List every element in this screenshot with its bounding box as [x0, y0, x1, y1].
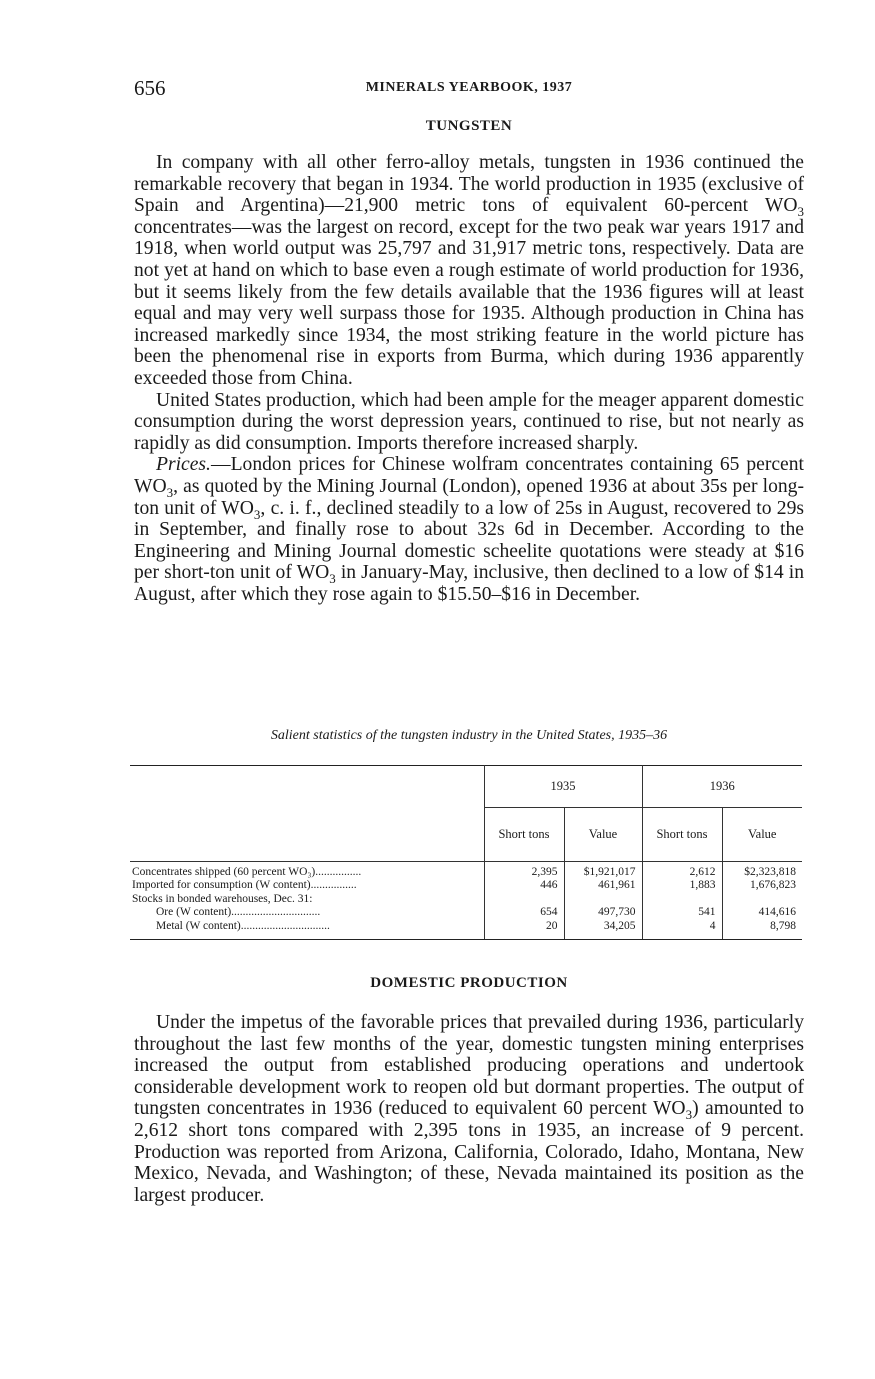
domestic-production-text [134, 1012, 804, 1206]
year-header-1936: 1936 [642, 766, 802, 808]
domestic-production-title: DOMESTIC PRODUCTION [370, 975, 568, 991]
col-header-short-tons-1935: Short tons [484, 808, 564, 862]
paragraph-domestic-production: Under the impetus of the favorable prices that prevailed during 1936, particularly throughout the last few months of the year, domestic tungsten mining enterprises increased the output from established producing operations and undertook considerable development work to reopen old but dormant properties. The output of tungsten concentrates in 1936 (reduced to equivalent 60 percent $WO_3$) amounted to 2,612 short tons compared with 2,395 tons in 1935, an increase of 9 percent. Production was reported from Arizona, California, Colorado, Idaho, Montana, New Mexico, Nevada, and Washington; of these, Nevada maintained its position as the largest producer. [134, 1012, 804, 1206]
table-row: Concentrates shipped (60 percent WO₃)................ 2,395 $1,921,017 2,612 $2,323,818 [130, 866, 802, 880]
table-stub-header [130, 766, 484, 862]
year-header-1935: 1935 [484, 766, 642, 808]
salient-statistics-table [130, 765, 802, 940]
col-header-short-tons-1936: Short tons [642, 808, 722, 862]
intro-text [134, 152, 804, 605]
page-number: 656 [134, 76, 166, 100]
page-header [134, 76, 804, 100]
running-title: MINERALS YEARBOOK, 1937 [365, 80, 573, 95]
paragraph-us-production: United States production, which had been ample for the meager apparent domestic consumption during the worst depression years, continued to rise, but not nearly as rapidly as did consumption. Imports therefore increased sharply. [134, 389, 804, 454]
col-header-value-1936: Value [722, 808, 802, 862]
section-title: TUNGSTEN [425, 118, 513, 134]
table-row: Imported for consumption (W content)................ 446 461,961 1,883 1,676,823 [130, 879, 802, 893]
paragraph-prices: Prices.—London prices for Chinese wolfram concentrates containing 65 percent $WO_3$, as quoted by the Mining Journal (London), opened 1936 at about 35s per long-ton unit of $WO_3$, c. i. f., declined steadily to a low of 25s in August, recovered to 29s in September, and finally rose to about 32s 6d in December. According to the Engineering and Mining Journal domestic scheelite quotations were steady at $16 per short-ton unit of $WO_3$ in January-May, inclusive, then declined to a low of $14 in August, after which they rose again to $15.50–$16 in December. [134, 454, 805, 605]
table-row: Metal (W content)............................... 20 34,205 4 8,798 [130, 920, 802, 934]
table-row: Ore (W content)............................... 654 497,730 541 414,616 [130, 906, 802, 920]
paragraph-world-production: In company with all other ferro-alloy metals, tungsten in 1936 continued the remarkable recovery that began in 1934. The world production in 1935 (exclusive of Spain and Argentina)—21,900 metric tons of equivalent 60-percent $WO_3$ concentrates—was the largest on record, except for the two peak war years 1917 and 1918, when world output was 25,797 and 31,917 metric tons, respectively. Data are not yet at hand on which to base even a rough estimate of world production for 1936, but it seems likely from the few details available that the 1936 figures will at least equal and may very well surpass those for 1935. Although production in China has increased markedly since 1934, the most striking feature in the world picture has been the phenomenal rise in exports from Burma, which during 1936 apparently exceeded those from China. [134, 152, 804, 389]
table-caption: Salient statistics of the tungsten industry in the United States, 1935–36 [270, 728, 668, 743]
col-header-value-1935: Value [564, 808, 642, 862]
table-row: Stocks in bonded warehouses, Dec. 31: [130, 893, 802, 907]
